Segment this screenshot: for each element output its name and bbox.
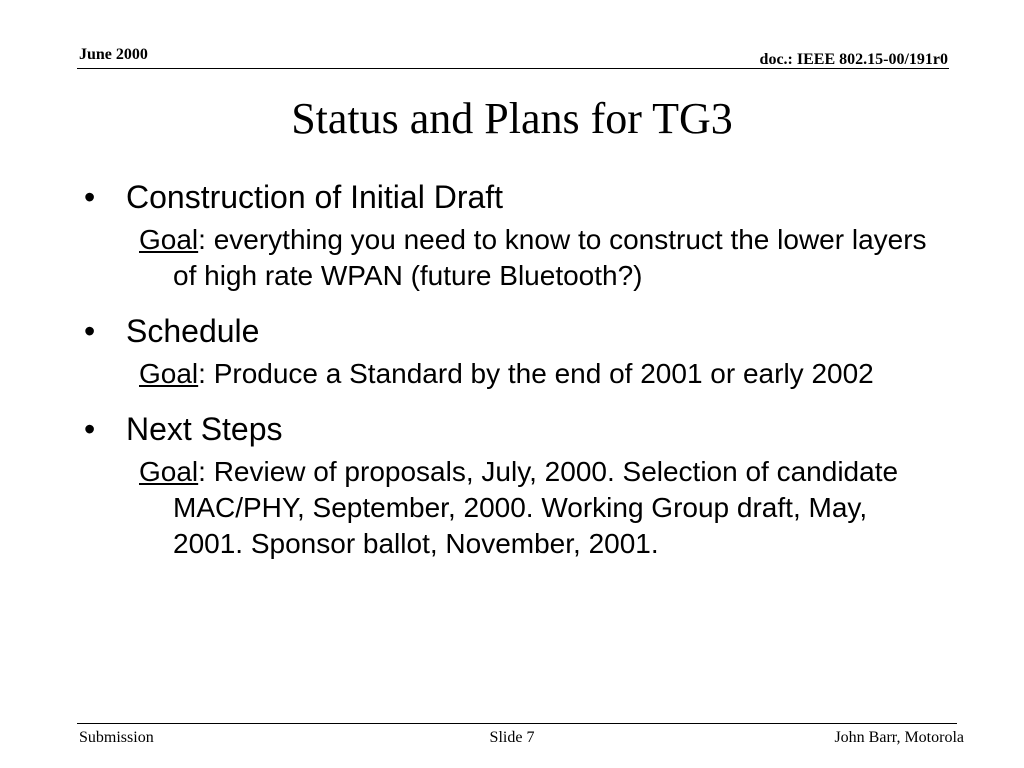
bullet-item — [84, 308, 944, 354]
bullet-marker: • — [84, 179, 96, 215]
bullet-heading: Next Steps — [126, 411, 283, 447]
footer-submission: Submission — [79, 729, 154, 746]
header-divider — [77, 68, 949, 69]
goal-subitem — [139, 356, 944, 392]
goal-subitem — [139, 222, 944, 294]
goal-label: Goal — [139, 224, 199, 255]
footer-divider — [77, 723, 957, 724]
goal-text: : Review of proposals, July, 2000. Selection of candidate MAC/PHY, September, 2000. Working Group draft, May, 2001. Sponsor ballot, November, 2001. — [173, 456, 899, 559]
bullet-marker: • — [84, 313, 96, 349]
goal-subitem — [139, 454, 944, 562]
goal-label: Goal — [139, 456, 199, 487]
header-date: June 2000 — [79, 46, 148, 63]
goal-label: Goal — [139, 358, 199, 389]
bullet-heading: Construction of Initial Draft — [126, 179, 504, 215]
bullet-heading: Schedule — [126, 313, 260, 349]
bullet-item — [84, 174, 944, 220]
goal-text: : Produce a Standard by the end of 2001 or early 2002 — [198, 358, 874, 389]
header-doc-id: doc.: IEEE 802.15-00/191r0 — [759, 51, 948, 68]
bullet-marker: • — [84, 411, 96, 447]
footer-author: John Barr, Motorola — [834, 729, 964, 746]
slide-body — [84, 174, 944, 576]
goal-text: : everything you need to know to construct the lower layers of high rate WPAN (future Bluetooth?) — [173, 224, 927, 291]
bullet-item — [84, 406, 944, 452]
footer-slide-number: Slide 7 — [489, 729, 535, 746]
slide-title: Status and Plans for TG3 — [291, 94, 733, 143]
